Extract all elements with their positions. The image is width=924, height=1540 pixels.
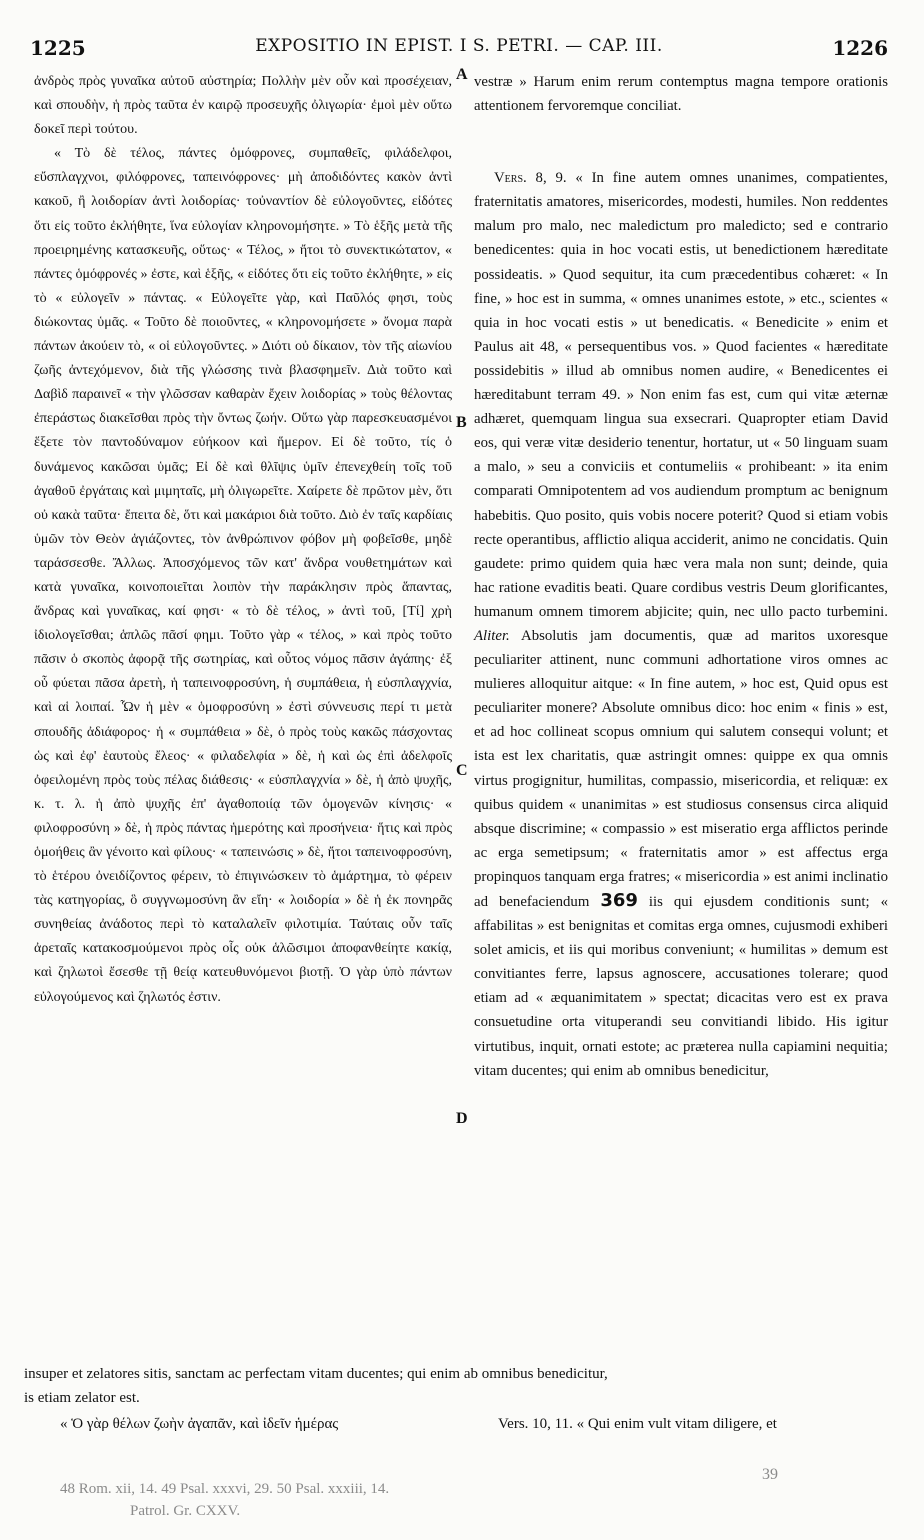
bottom-line-2: is etiam zelator est. [24,1390,140,1406]
margin-marker-b: B [456,414,467,431]
footnote-line-2: Patrol. Gr. CXXV. [130,1503,241,1519]
margin-marker-d: D [456,1110,468,1127]
latin-paragraph-1: vestræ » Harum enim rerum contemptus magna tempore orationis attentionem fervoremque conciliat. [474,74,888,115]
signature-mark: 39 [762,1466,778,1483]
greek-column [34,70,452,1010]
latin-text-c: iis qui ejusdem conditionis sunt; « affabilitas » est benignitas et comitas erga omnes, cujusmodi exhiberi solet amicis, et iis qui moribus conveniunt; « humilitas » demum est convitiantes ferre, lapsus agnoscere, accusationes tolerare; quod etiam ad « æquanimitatem » spectat; dicacitas vero est ex prava consuetudine orta vituperandi seu convitiandi libido. His igitur virtutibus, inquit, ornati estote; ac præterea nulla capiamini nequitia; vitam ducentes; qui enim ab omnibus benedicitur, [474,894,888,1079]
greek-continuation: « Ὁ γὰρ θέλων ζωὴν ἀγαπᾶν, καὶ ἰδεῖν ἡμέρας [60,1416,339,1432]
footnote-line-1: 48 Rom. xii, 14. 49 Psal. xxxvi, 29. 50 Psal. xxxiii, 14. [60,1481,390,1497]
running-header [30,36,888,66]
bottom-line-1: insuper et zelatores sitis, sanctam ac perfectam vitam ducentes; qui enim ab omnibus benedicitur, [24,1366,608,1382]
margin-marker-c: C [456,762,468,779]
latin-paragraph-2 [474,166,888,1083]
running-title: EXPOSITIO IN EPIST. I S. PETRI. — CAP. III. [255,36,663,56]
paragraph-gap [474,118,888,166]
greek-paragraph-1: ἀνδρὸς πρὸς γυναῖκα αὐτοῦ αὐστηρία; Πολλὴν μὲν οὖν καὶ προσέχειαν, καὶ σπουδὴν, ἡ πρὸς ταῦτα ἐν καιρῷ προσευχῆς ὀλιγωρία· ἐμοὶ μὲν οὕτω δοκεῖ περὶ τούτου. [34,74,452,138]
latin-column [474,70,888,1083]
greek-paragraph-2: « Τὸ δὲ τέλος, πάντες ὁμόφρονες, συμπαθεῖς, φιλάδελφοι, εὔσπλαγχνοι, φιλόφρονες, ταπεινόφρονες· μὴ ἀποδιδόντες κακὸν ἀντὶ κακοῦ, ἢ λοιδορίαν ἀντὶ λοιδορίας· τοὐναντίον δὲ εὐλογοῦντες, εἰδότες ὅτι εἰς τοῦτο ἐκλήθητε, ἵνα εὐλογίαν κληρονομήσητε. » Τὸ ἑξῆς μετὰ τῆς προειρημένης κατασκευῆς, οὕτως· « Τέλος, » ἤτοι τὸ συνεκτικώτατον, « πάντες ὁμόφρονές » ἐστε, καὶ ἑξῆς, « εἰδότες ὅτι εἰς τοῦτο ἐκλήθητε, » εἰς τὸ « εὐλογεῖν » πάντας. « Εὐλογεῖτε γὰρ, καὶ Παῦλός φησι, τοὺς διώκοντας ὑμᾶς. « Τοῦτο δὲ ποιοῦντες, « κληρονομήσετε » ὄνομα παρὰ πάντων ἀκούειν τὸ, « οἱ εὐλογοῦντες. » Διότι οὐ δίκαιον, τὸν τῆς αἰωνίου ζωῆς ἀντεχόμενον, διὰ τῆς γλώσσης τινὰ βλασφημεῖν. Διὰ τοῦτο καὶ Δαβὶδ παραινεῖ « τὴν γλῶσσαν καθαρὰν ἔχειν λοιδορίας » τοὺς θέλοντας ἐπεράστως διακεῖσθαι πρὸς τὴν ὄντως ζωήν. Οὕτω γὰρ παρεσκευασμένοι ἕξετε τὸν παντοδύναμον εὐήκοον καὶ ἥμερον. Εἰ δὲ τοῦτο, τίς ὁ δυνάμενος κακῶσαι ὑμᾶς; Εἰ δὲ καὶ θλῖψις ὑμῖν ἐπενεχθείη τοῖς τοῦ ἀγαθοῦ ἐργάταις καὶ μιμηταῖς, μὴ ὀλιγωρεῖτε. Χαίρετε δὲ πρῶτον μὲν, ὅτι οὐ κακὰ ταῦτα· ἔπειτα δὲ, ὅτι καὶ μακάριοι διὰ τοῦτο. Διὸ ἐν ταῖς καρδίαις ὑμῶν τὸν Θεὸν ἁγιάζοντες, τὸν ἀνθρώπινον φόβον μὴ φοβεῖσθε, μηδὲ ταράσσεσθε. Ἄλλως. Ἀποσχόμενος τῶν κατ' ἄνδρα νουθετημάτων καὶ κατὰ γυναῖκα, κοινοποιεῖται λοιπὸν τὴν παράκλησιν πρὸς ἅπαντας, ἄνδρας καὶ γυναῖκας, καί φησι· « τὸ δὲ τέλος, » ἀντὶ τοῦ, [Τί] χρὴ ἰδιολογεῖσθαι; ἁπλῶς πᾶσί φημι. Τοῦτο γὰρ « τέλος, » καὶ πρὸς τοῦτο πᾶσιν ὁ σκοπὸς ἀφορᾷ τῆς σωτηρίας, καὶ οὗτος νόμος πᾶσιν ἀγάπης· ἐξ οὗ φύεται πᾶσα ἀρετὴ, ἡ ταπεινοφροσύνη, ἡ συμπάθεια, ἡ εὐσπλαγχνία, καὶ αἱ λοιπαί. Ὧν ἡ μὲν « ὁμοφροσύνη » ἐστὶ σύννευσις περί τι μετὰ σπουδῆς ἀδιάφορος· ἡ « συμπάθεια » δὲ, ὁ πρὸς τοὺς κακῶς πάσχοντας ὡς καὶ ἐφ' ἑαυτοὺς ἔλεος· « φιλαδελφία » δὲ, ἡ καὶ ὡς ἐπὶ ἀδελφοῖς ὀφειλομένη πρὸς τοὺς πέλας διάθεσις· « εὐσπλαγχνία » δὲ, ἡ ἀπὸ ψυχῆς, κ. τ. λ. ἡ ἀπὸ ψυχῆς ἐπ' ἀγαθοποιίᾳ τῶν ὁμογενῶν κίνησις· « φιλοφροσύνη » δὲ, ἡ πρὸς πάντας ἡμερότης καὶ προσήνεια· ἥτις καὶ πρὸς ὁμοήθεις ἂν γένοιτο καὶ φίλους· « ταπεινώσις » δὲ, ἤτοι ταπεινοφροσύνη, τὸ ἑτέρου ὀνειδίζοντος φέρειν, τὸ ἐπιγινώσκειν τὸ ἁμάρτημα, τὸ φέρειν τὰς κατηγορίας, ὃ συγγνωμοσύνη ἂν εἴη· « λοιδορία » δὲ ἡ ἐκ πονηρᾶς συνηθείας ἀνάδοτος περὶ τὸ καταλαλεῖν φιλοτιμία. Ταύταις οὖν ταῖς ἀρεταῖς κατακοσμούμενοι πρὸς οἷς οὐκ ἁλῶσιμοι ἀποφανθείητε κακίᾳ, καὶ ζηλωτοὶ ἔσεσθε τῇ θείᾳ κατευθυνόμενοι βιοτῇ. Ὁ γὰρ ὑπὸ πάντων εὐλογούμενος καὶ ζηλωτός ἐστιν. [34,146,452,1005]
latin-continuation: Vers. 10, 11. « Qui enim vult vitam diligere, et [498,1416,777,1432]
latin-text-a: « In fine autem omnes unanimes, compatientes, fraternitatis amatores, misericordes, modesti, humiles. Non reddentes malum pro malo, nec maledictum pro maledicto; sed e contrario benedicentes: quia in hoc vocati estis, ut benedictionem hæreditate possideatis. » Quod sequitur, ita cum præcedentibus cohæret: « In fine, » hoc est in summa, « omnes unanimes estote, » etc., scientes « quia in hoc vocati estis » ut benedicatis. « Benedicite » enim et Paulus ait 48, « persequentibus vos. » Quod facientes « hæreditate possidebitis » illud ab omnibus nomen audire, « Benedicentes ei hæreditabunt terram 49. » Non enim fas est, cum qui vitæ æternæ adhæret, quemquam lingua sua exsecrari. Quapropter etiam David eos, qui veræ vitæ desiderio tenentur, hortatur, ut « 50 linguam suam a malo, » seu a conviciis et contumeliis « prohibeant: » ita enim comparati Omnipotentem ad vos audiendum promptum ac benignum habebitis. Quo posito, quis vobis nocere poterit? Quod si etiam vobis recte operantibus, afflictio aliqua acciderit, animo ne concidatis. Quin gaudete: primo quidem quia hæc vera mala non sunt; deinde, quia hac ratione evaditis beati. Quare cordibus vestris Deum glorificantes, humanum omnem timorem abjicite; quin, nec ullo pacto turbemini. [474,170,888,620]
verse-reference: Vers. 8, 9. [494,170,567,187]
column-reference-number: 369 [600,890,638,911]
margin-marker-a: A [456,66,468,83]
aliter-label: Aliter. [474,627,510,644]
page-number-right: 1226 [832,36,888,60]
page-number-left: 1225 [30,36,86,60]
bottom-full-width-line [24,1362,894,1410]
latin-text-b: Absolutis jam documentis, quæ ad maritos uxoresque peculiariter attinent, nunc communi adhortatione viros omnes ac mulieres alloquitur aitque: « In fine autem, » hoc est, Quid opus est peculiariter monere? Absolute omnibus dico: hoc enim « finis » est, et ad hoc collineat scopus omnium qui salutem consequi volunt; et ista est lex charitatis, quæ astringit omnes: quippe ex qua omnis virtus progignitur, humilitas, compassio, misericordia, et reliquæ: ex quibus quidem « unanimitas » est studiosus consensus circa aliquid absque discrimine; « compassio » est miseratio erga afflictos perinde ac erga semetipsum; « fraternitatis amor » est affectus erga propinquos tanquam erga fratres; « misericordia » est animi inclinatio ad benefaciendum [474,627,888,910]
footnotes [60,1478,660,1522]
